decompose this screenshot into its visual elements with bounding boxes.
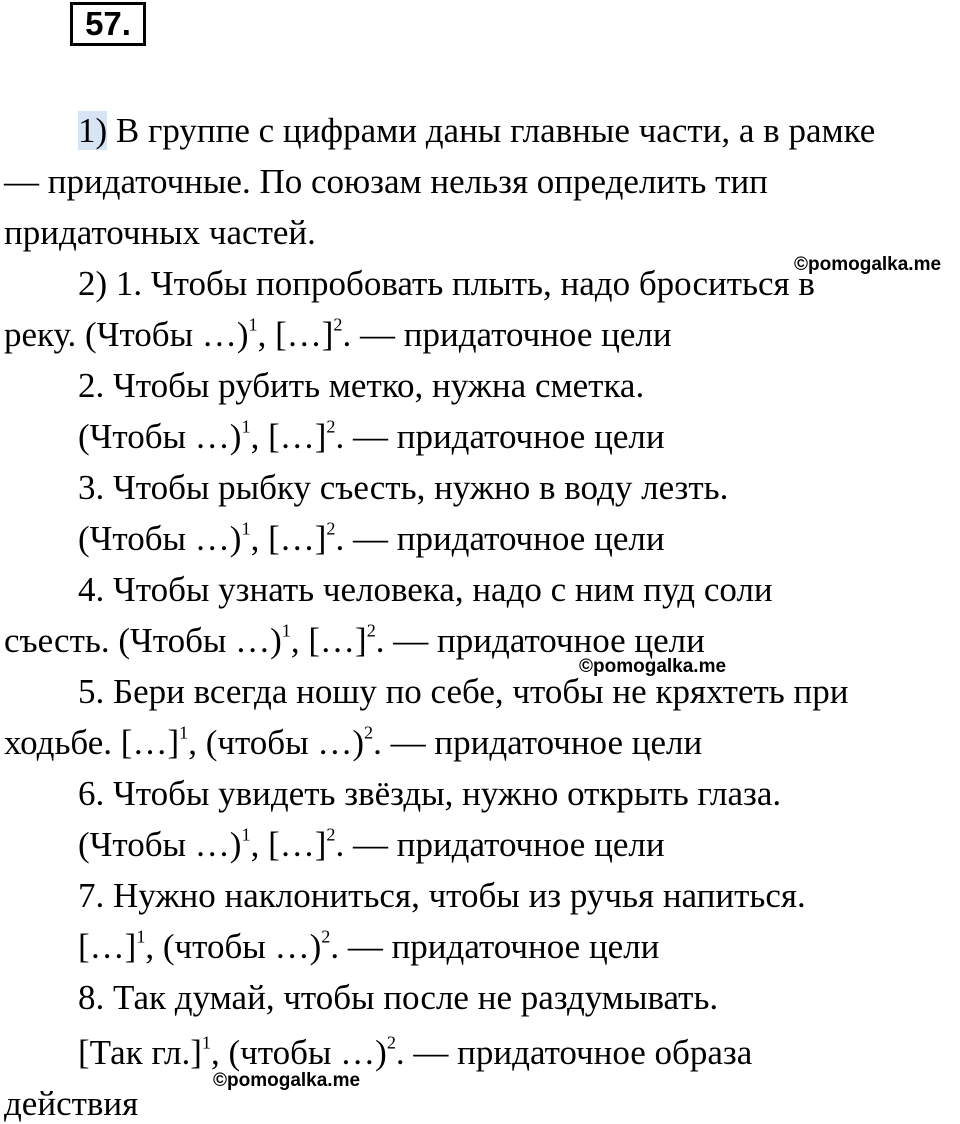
watermark-bottom: ©pomogalka.me (213, 1070, 361, 1091)
sentence3-scheme: (Чтобы …)$^1$, […]$^2$. — придаточное цели (78, 518, 665, 558)
item1-line3: придаточных частей. (4, 213, 316, 252)
watermark-middle: ©pomogalka.me (579, 656, 727, 677)
sentence8-scheme: [Так гл.]$^1$, (чтобы …)$^2$. — придаточное образа (78, 1032, 753, 1072)
sentence5-text: 5. Бери всегда ношу по себе, чтобы не кряхтеть при (78, 672, 849, 711)
sentence7-scheme: […]$^1$, (чтобы …)$^2$. — придаточное цели (78, 926, 660, 966)
sentence8-continuation: действия (4, 1084, 139, 1123)
sentence3-text: 3. Чтобы рыбку съесть, нужно в воду лезть. (78, 468, 729, 507)
item1-text: В группе с цифрами даны главные части, а в рамке (107, 111, 876, 150)
item1-line2: — придаточные. По союзам нельзя определить тип (4, 162, 768, 201)
sentence6-scheme: (Чтобы …)$^1$, […]$^2$. — придаточное цели (78, 824, 665, 864)
exercise-number: 57. (70, 2, 146, 46)
sentence6-text: 6. Чтобы увидеть звёзды, нужно открыть глаза. (78, 774, 782, 813)
sentence1-text: 2) 1. Чтобы попробовать плыть, надо броситься в (78, 264, 815, 303)
sentence7-text: 7. Нужно наклониться, чтобы из ручья напиться. (78, 876, 806, 915)
sentence2-scheme: (Чтобы …)$^1$, […]$^2$. — придаточное цели (78, 416, 665, 456)
sentence8-text: 8. Так думай, чтобы после не раздумывать. (78, 978, 719, 1017)
sentence2-text: 2. Чтобы рубить метко, нужна сметка. (78, 366, 645, 405)
sentence4-text: 4. Чтобы узнать человека, надо с ним пуд соли (78, 570, 773, 609)
sentence1-scheme: реку. (Чтобы …)$^1$, […]$^2$. — придаточное цели (4, 314, 672, 354)
sentence4-scheme: съесть. (Чтобы …)$^1$, […]$^2$. — придаточное цели (4, 620, 705, 660)
item1-marker: 1) (78, 111, 108, 150)
watermark-top: ©pomogalka.me (794, 254, 942, 275)
sentence5-scheme: ходьбе. […]$^1$, (чтобы …)$^2$. — придаточное цели (4, 722, 703, 762)
item1-line1 (78, 111, 875, 151)
